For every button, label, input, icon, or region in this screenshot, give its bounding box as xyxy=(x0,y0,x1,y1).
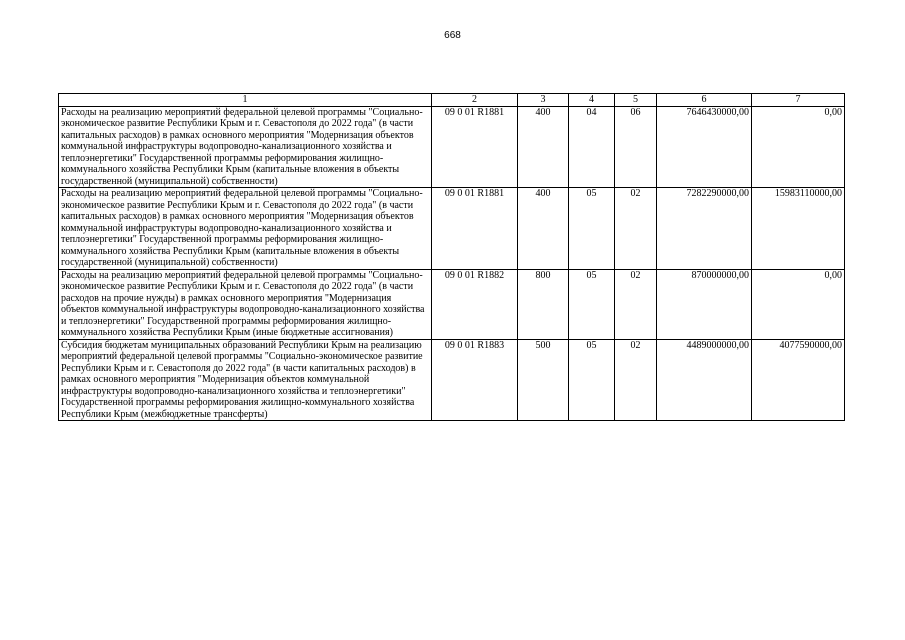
row-description: Субсидия бюджетам муниципальных образований Республики Крым на реализацию мероприятий федеральной целевой программы "Социально-экономическое развитие Республики Крым и г. Севастополя до 2022 года" (в части капитальных расходов) в рамках основного мероприятия "Модернизация объектов коммунальной инфраструктуры водопроводно-канализационного хозяйства и теплоэнергетики" Государственной программы реформирования жилищно-коммунального хозяйства Республики Крым (межбюджетные трансферты) xyxy=(59,339,432,421)
column-header-2: 2 xyxy=(432,94,518,107)
row-amount-1: 4489000000,00 xyxy=(657,339,752,421)
header-row xyxy=(59,94,845,107)
table-row xyxy=(59,106,845,188)
row-amount-1: 870000000,00 xyxy=(657,269,752,339)
table-row xyxy=(59,188,845,270)
column-header-4: 4 xyxy=(569,94,615,107)
column-header-1: 1 xyxy=(59,94,432,107)
page-number: 668 xyxy=(444,30,461,41)
row-subsection: 02 xyxy=(615,339,657,421)
row-expense-type: 500 xyxy=(518,339,569,421)
row-expense-type: 400 xyxy=(518,188,569,270)
row-section: 04 xyxy=(569,106,615,188)
row-section: 05 xyxy=(569,269,615,339)
row-subsection: 02 xyxy=(615,188,657,270)
row-amount-2: 0,00 xyxy=(752,106,845,188)
row-description: Расходы на реализацию мероприятий федеральной целевой программы "Социально-экономическое развитие Республики Крым и г. Севастополя до 2022 года" (в части капитальных расходов) в рамках основного мероприятия "Модернизация объектов коммунальной инфраструктуры водопроводно-канализационного хозяйства и теплоэнергетики" Государственной программы реформирования жилищно-коммунального хозяйства Республики Крым (капитальные вложения в объекты государственной (муниципальной) собственности) xyxy=(59,106,432,188)
column-header-6: 6 xyxy=(657,94,752,107)
row-amount-2: 4077590000,00 xyxy=(752,339,845,421)
row-code: 09 0 01 R1883 xyxy=(432,339,518,421)
row-code: 09 0 01 R1881 xyxy=(432,106,518,188)
row-amount-1: 7646430000,00 xyxy=(657,106,752,188)
table-row xyxy=(59,339,845,421)
row-expense-type: 400 xyxy=(518,106,569,188)
column-header-3: 3 xyxy=(518,94,569,107)
row-subsection: 06 xyxy=(615,106,657,188)
budget-table xyxy=(58,93,845,421)
row-description: Расходы на реализацию мероприятий федеральной целевой программы "Социально-экономическое развитие Республики Крым и г. Севастополя до 2022 года" (в части капитальных расходов) в рамках основного мероприятия "Модернизация объектов коммунальной инфраструктуры водопроводно-канализационного хозяйства и теплоэнергетики" Государственной программы реформирования жилищно-коммунального хозяйства Республики Крым (капитальные вложения в объекты государственной (муниципальной) собственности) xyxy=(59,188,432,270)
column-header-5: 5 xyxy=(615,94,657,107)
row-description: Расходы на реализацию мероприятий федеральной целевой программы "Социально-экономическое развитие Республики Крым и г. Севастополя до 2022 года" (в части расходов на прочие нужды) в рамках основного мероприятия "Модернизация объектов коммунальной инфраструктуры водопроводно-канализационного хозяйства и теплоэнергетики" Государственной программы реформирования жилищно-коммунального хозяйства Республики Крым (иные бюджетные ассигнования) xyxy=(59,269,432,339)
column-header-7: 7 xyxy=(752,94,845,107)
row-subsection: 02 xyxy=(615,269,657,339)
row-code: 09 0 01 R1881 xyxy=(432,188,518,270)
row-section: 05 xyxy=(569,188,615,270)
row-amount-2: 15983110000,00 xyxy=(752,188,845,270)
row-expense-type: 800 xyxy=(518,269,569,339)
row-amount-2: 0,00 xyxy=(752,269,845,339)
table-row xyxy=(59,269,845,339)
row-amount-1: 7282290000,00 xyxy=(657,188,752,270)
row-section: 05 xyxy=(569,339,615,421)
row-code: 09 0 01 R1882 xyxy=(432,269,518,339)
